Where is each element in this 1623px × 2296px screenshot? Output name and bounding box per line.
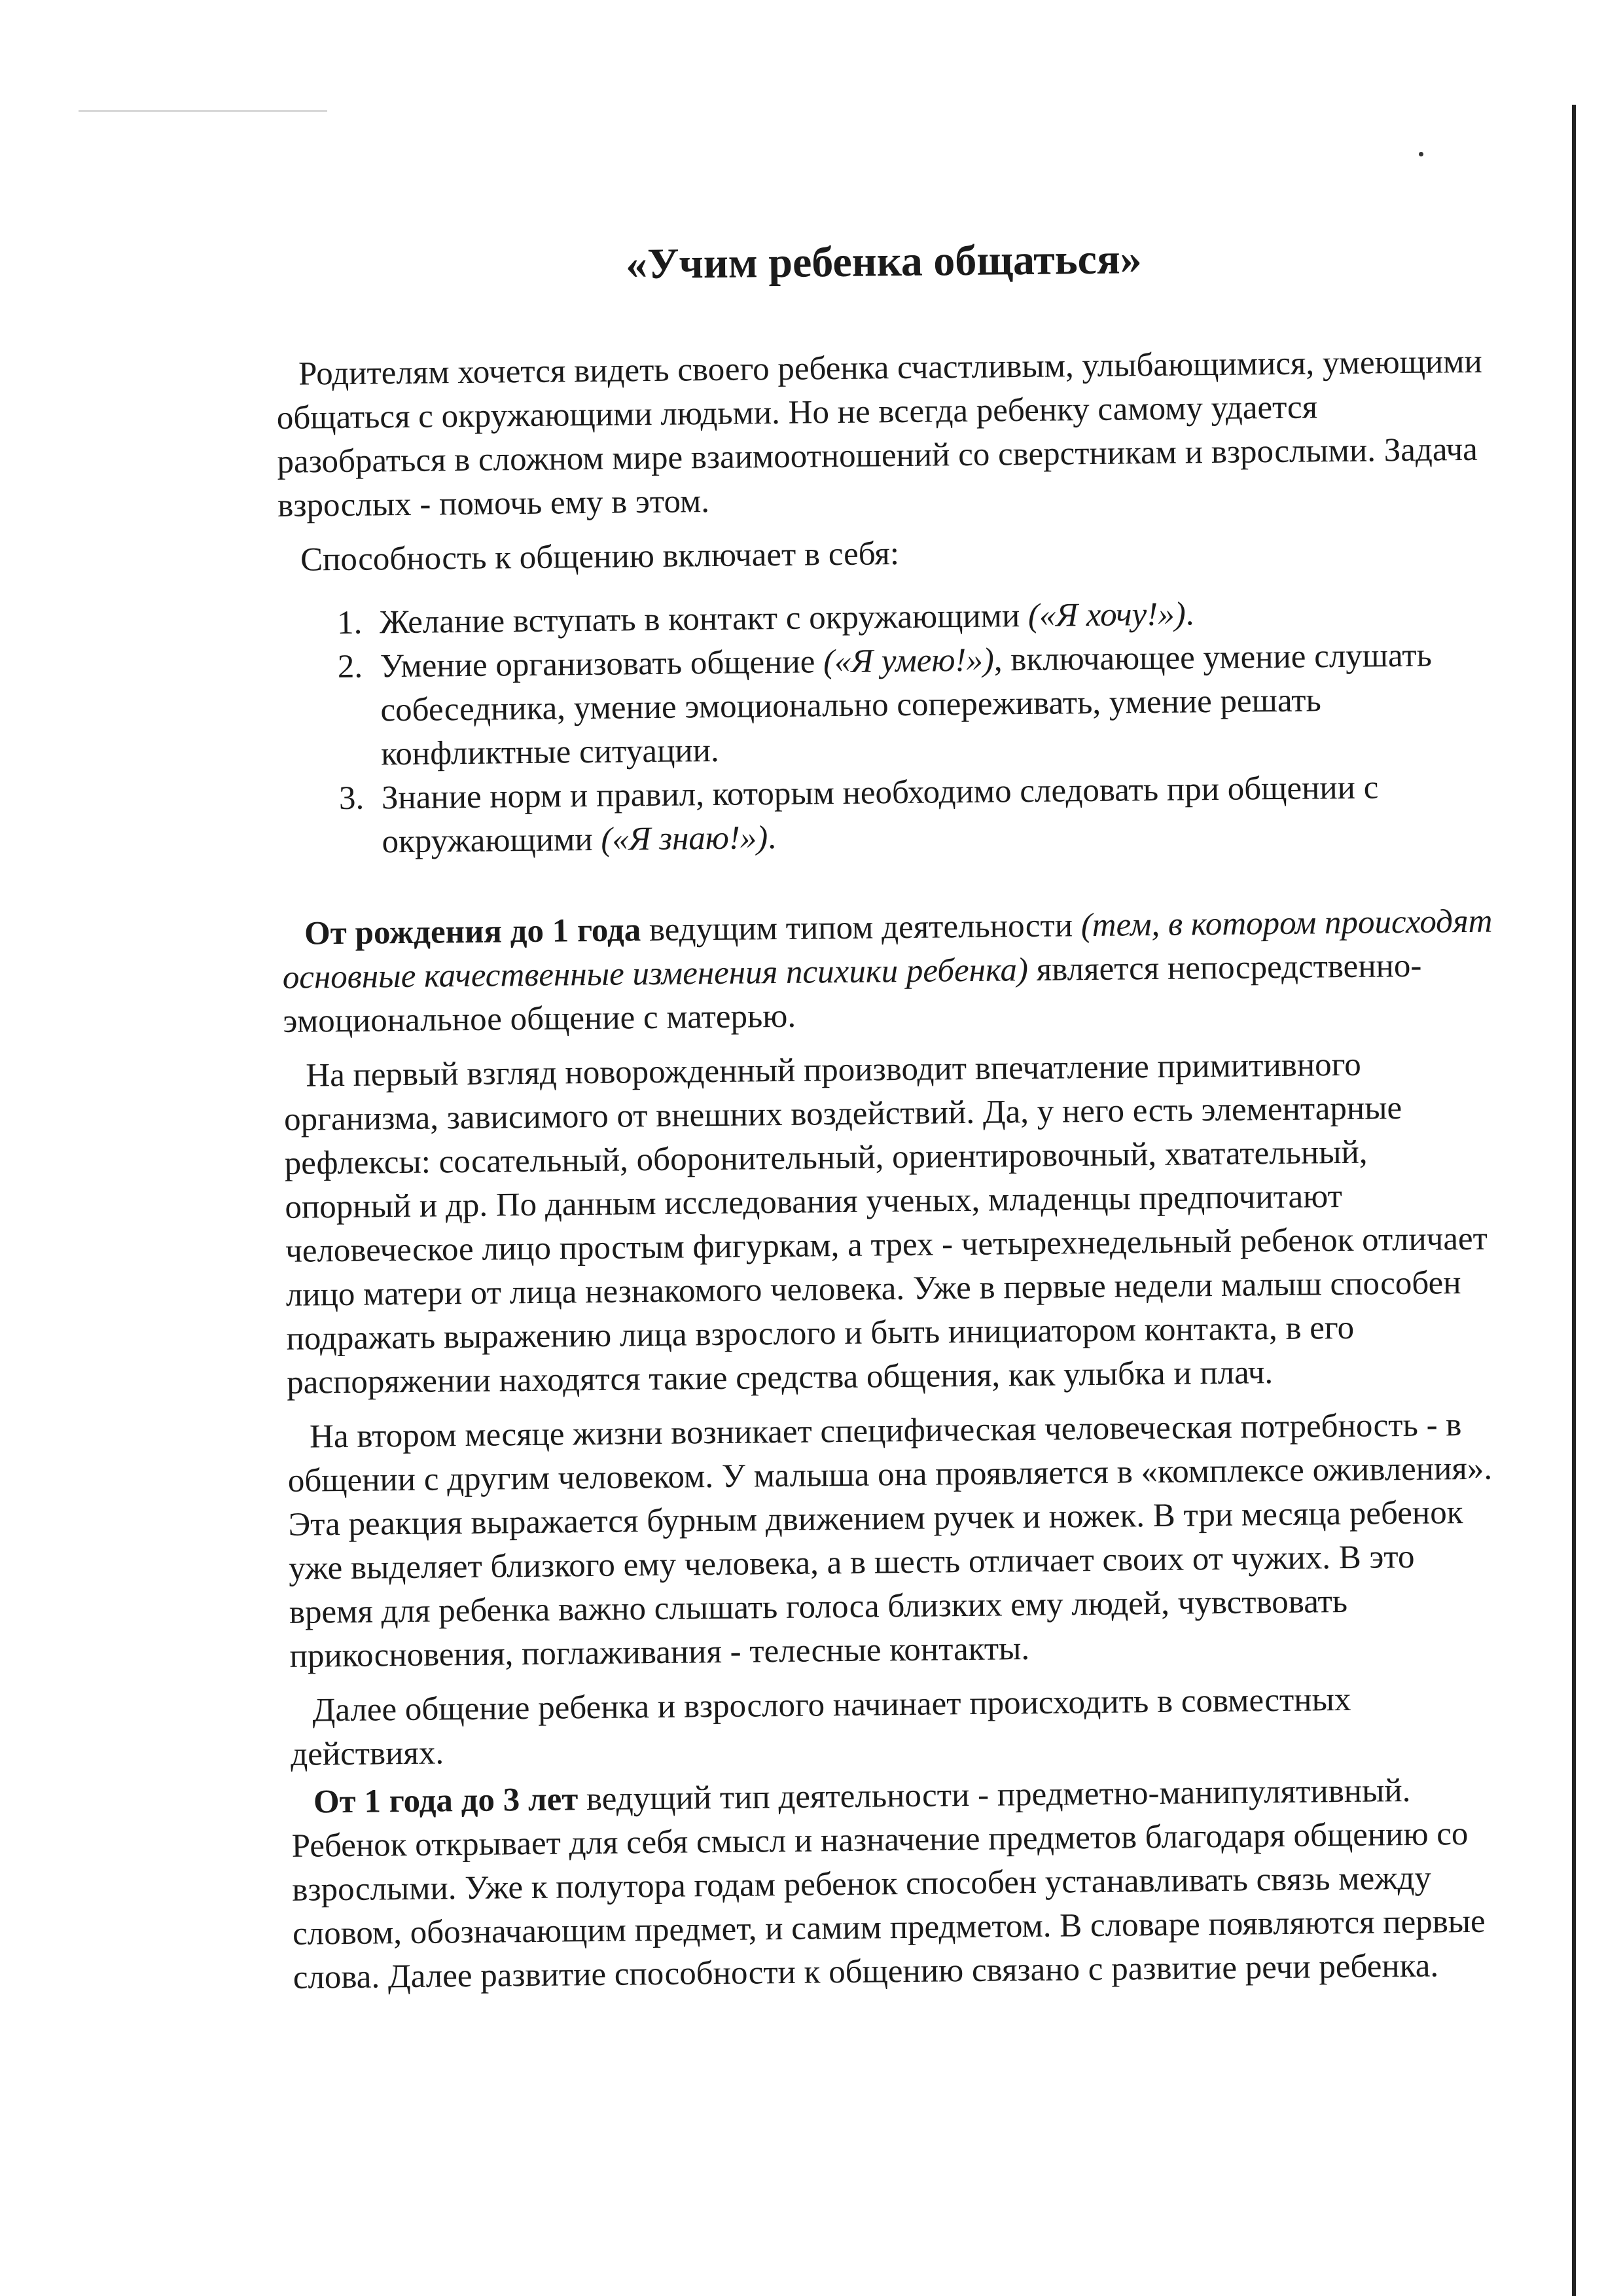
list-item: 3. Знание норм и правил, которым необходимо следовать при общении с окружающими («Я знаю!»). bbox=[372, 765, 1499, 865]
list-item: 1. Желание вступать в контакт с окружающими («Я хочу!»). bbox=[370, 590, 1497, 645]
list-item-quote: («Я умею!») bbox=[823, 641, 995, 681]
abilities-intro: Способность к общению включает в себя: bbox=[300, 535, 900, 579]
page-title: «Учим ребенка общаться» bbox=[625, 235, 1142, 289]
section-lead: От рождения до 1 года bbox=[304, 912, 641, 952]
newborn-paragraph: На первый взгляд новорожденный производит впечатление примитивного организма, зависимого от внешних воздействий. Да, у него есть элементарные рефлексы: сосательный, оборонительный, ориентировочный, хватательный, опорный и др. По данным исследования ученых, младенцы предпочитают человеческое лицо простым фигуркам, а трех - четырехнедельный ребенок отличает лицо матери от лица незнакомого человека. Уже в первые недели малыш способен подражать выражению лица взрослого и быть инициатором контакта, в его распоряжении находятся такие средства общения, как улыбка и плач. bbox=[283, 1046, 1488, 1402]
scan-top-mark bbox=[79, 110, 327, 112]
intro-paragraph: Родителям хочется видеть своего ребенка счастливым, улыбающимися, умеющими общаться с окружающими людьми. Но не всегда ребенку самому удается разобраться в сложном мире взаимоотношений со сверстникам и взрослыми. Задача взрослых - помочь ему в этом. bbox=[276, 343, 1483, 525]
section-birth-to-one-year: От рождения до 1 года ведущим типом деятельности (тем, в котором происходят основные качественные изменения психики ребенка) является непосредственно-эмоциональное общение с матерью. bbox=[282, 903, 1493, 1041]
section-lead: От 1 года до 3 лет bbox=[313, 1781, 579, 1821]
list-item: 2. Умение организовать общение («Я умею!»), включающее умение слушать собеседника, умение эмоционально сопереживать, умение решать конфликтные ситуации. bbox=[370, 634, 1497, 777]
abilities-list bbox=[279, 590, 1499, 865]
scan-speck bbox=[1419, 152, 1423, 156]
list-item-quote: («Я хочу!») bbox=[1027, 596, 1186, 635]
section-one-to-three-years: От 1 года до 3 лет ведущий тип деятельности - предметно-манипулятивный. Ребенок открывает для себя смысл и назначение предметов благодаря общению со взрослыми. Уже к полутора годам ребенок способен устанавливать связь между словом, обозначающим предмет, и самим предметом. В словаре появляются первые слова. Далее развитие способности к общению связано с развитие речи ребенка. bbox=[291, 1772, 1486, 1997]
list-item-quote: («Я знаю!») bbox=[601, 819, 768, 859]
scan-edge-shadow bbox=[1572, 105, 1576, 2296]
second-month-paragraph: На втором месяце жизни возникает специфическая человеческая потребность - в общении с другим человеком. У малыша она проявляется в «комплексе оживления». Эта реакция выражается бурным движением ручек и ножек. В три месяца ребенок уже выделяет близкого ему человека, а в шесть отличает своих от чужих. В это время для ребенка важно слышать голоса близких ему людей, чувствовать прикосновения, поглаживания - телесные контакты. bbox=[287, 1407, 1493, 1676]
section-italic-note: (тем, в котором происходят основные качественные изменения психики ребенка) bbox=[282, 903, 1493, 997]
document-page bbox=[275, 230, 1510, 2011]
joint-actions-paragraph: Далее общение ребенка и взрослого начинает происходить в совместных действиях. bbox=[290, 1681, 1351, 1774]
